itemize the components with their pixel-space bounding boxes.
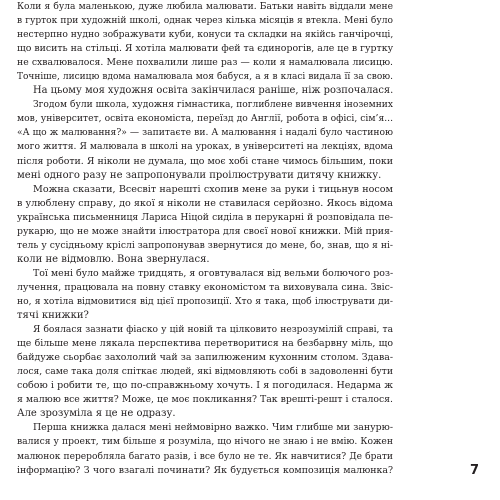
text-line: тячі книжки? <box>17 310 89 322</box>
text-line: Перша книжка далася мені неймовірно важко. Чим глибше ми занурю- <box>33 422 393 434</box>
text-line: «А що ж малювання?» — запитаєте ви. А малювання і надалі було частиною <box>17 127 393 139</box>
text-line: Але зрозуміла я це не одразу. <box>17 408 176 420</box>
text-line: но, я хотіла відмовитися від цієї пропозиції. Хто я така, щоб ілюструвати ди- <box>17 295 393 307</box>
text-line: тель у сусідньому кріслі запропонував звернутися до мене, бо, знав, що я ні- <box>17 239 393 251</box>
text-line: ще більше мене лякала перспектива перетворитися на безбарвну міль, що <box>17 338 393 350</box>
text-line: що висить на стільці. Я хотіла малювати фей та єдинорогів, але це в гуртку <box>17 43 394 55</box>
text-line: Згодом були школа, художня гімнастика, поглиблене вивчення іноземних <box>33 100 393 111</box>
text-line: після роботи. Я ніколи не думала, що моє хобі стане чимось більшим, поки <box>17 155 393 167</box>
text-line: малюнок переробляла багато разів, і все було не те. Як навчитися? Де брати <box>17 451 393 462</box>
text-line: коли не відмовлю. Вона звернулася. <box>17 253 210 265</box>
text-line: мені одного разу не запропонували проілюструвати дитячу книжку. <box>17 169 382 181</box>
text-line: рукарю, що не може знайти ілюстратора для своєї нової книжки. Мій прия- <box>17 225 393 237</box>
text-line: українська письменниця Лариса Ніцой сиділа в перукарні й розповідала пе- <box>17 211 393 223</box>
page-number: 7 <box>470 463 480 478</box>
text-line: не схвалювалося. Мене похвалили лише раз — коли я намалювала лисицю. <box>17 57 393 69</box>
text-line: лося, саме така доля спіткає людей, які відмовляють собі в задоволенні бути <box>17 366 393 378</box>
text-line: собою і робити те, що по-справжньому хочуть. І я погодилася. Недарма ж <box>17 380 393 392</box>
text-line: в гурток при художній школі, однак через кілька місяців я втекла. Мені було <box>17 16 393 27</box>
text-line: Тої мені було майже тридцять, я оговтувалася від вельми болючого роз- <box>33 267 394 279</box>
text-line: інформацію? З чого взагалі починати? Як будується композиція малюнка? <box>17 464 393 476</box>
text-line: я малюю все життя? Може, це моє покликання? Так врешті-решт і сталося. <box>17 394 393 406</box>
body-text <box>17 0 393 478</box>
text-line: валися у проект, тим більше я розуміла, що нічого не знаю і не вмію. Кожен <box>17 436 393 448</box>
text-line: На цьому моя художня освіта закінчилася раніше, ніж розпочалася. <box>33 85 394 97</box>
text-line: мов, університет, освіта економіста, переїзд до Англії, робота в офісі, сім’я... <box>17 113 393 125</box>
text-line: мого життя. Я малювала в школі на уроках, в університеті на лекціях, вдома <box>17 141 393 153</box>
text-line: нестерпно нудно зображувати куби, конуси та складки на якійсь ганчірочці, <box>17 29 394 41</box>
text-line: Точніше, лисицю вдома намалювала моя бабуся, а я в класі видала її за свою. <box>17 72 393 83</box>
text-line: Можна сказати, Всесвіт нарешті схопив мене за руки і тицьнув носом <box>33 183 393 195</box>
text-line: байдуже сьорбає захололий чай за запилюженим кухонним столом. Здава- <box>17 352 393 364</box>
text-line: лучення, працювала на повну ставку економістом та виховувала сина. Звіс- <box>17 281 393 293</box>
text-line: Коли я була маленькою, дуже любила малювати. Батьки навіть віддали мене <box>17 2 393 12</box>
text-line: Я боялася зазнати фіаско у цій новій та цілковито незрозумілій справі, та <box>33 325 393 336</box>
text-line: в улюблену справу, до якої я ніколи не ставилася серйозно. Якось відома <box>17 197 393 209</box>
